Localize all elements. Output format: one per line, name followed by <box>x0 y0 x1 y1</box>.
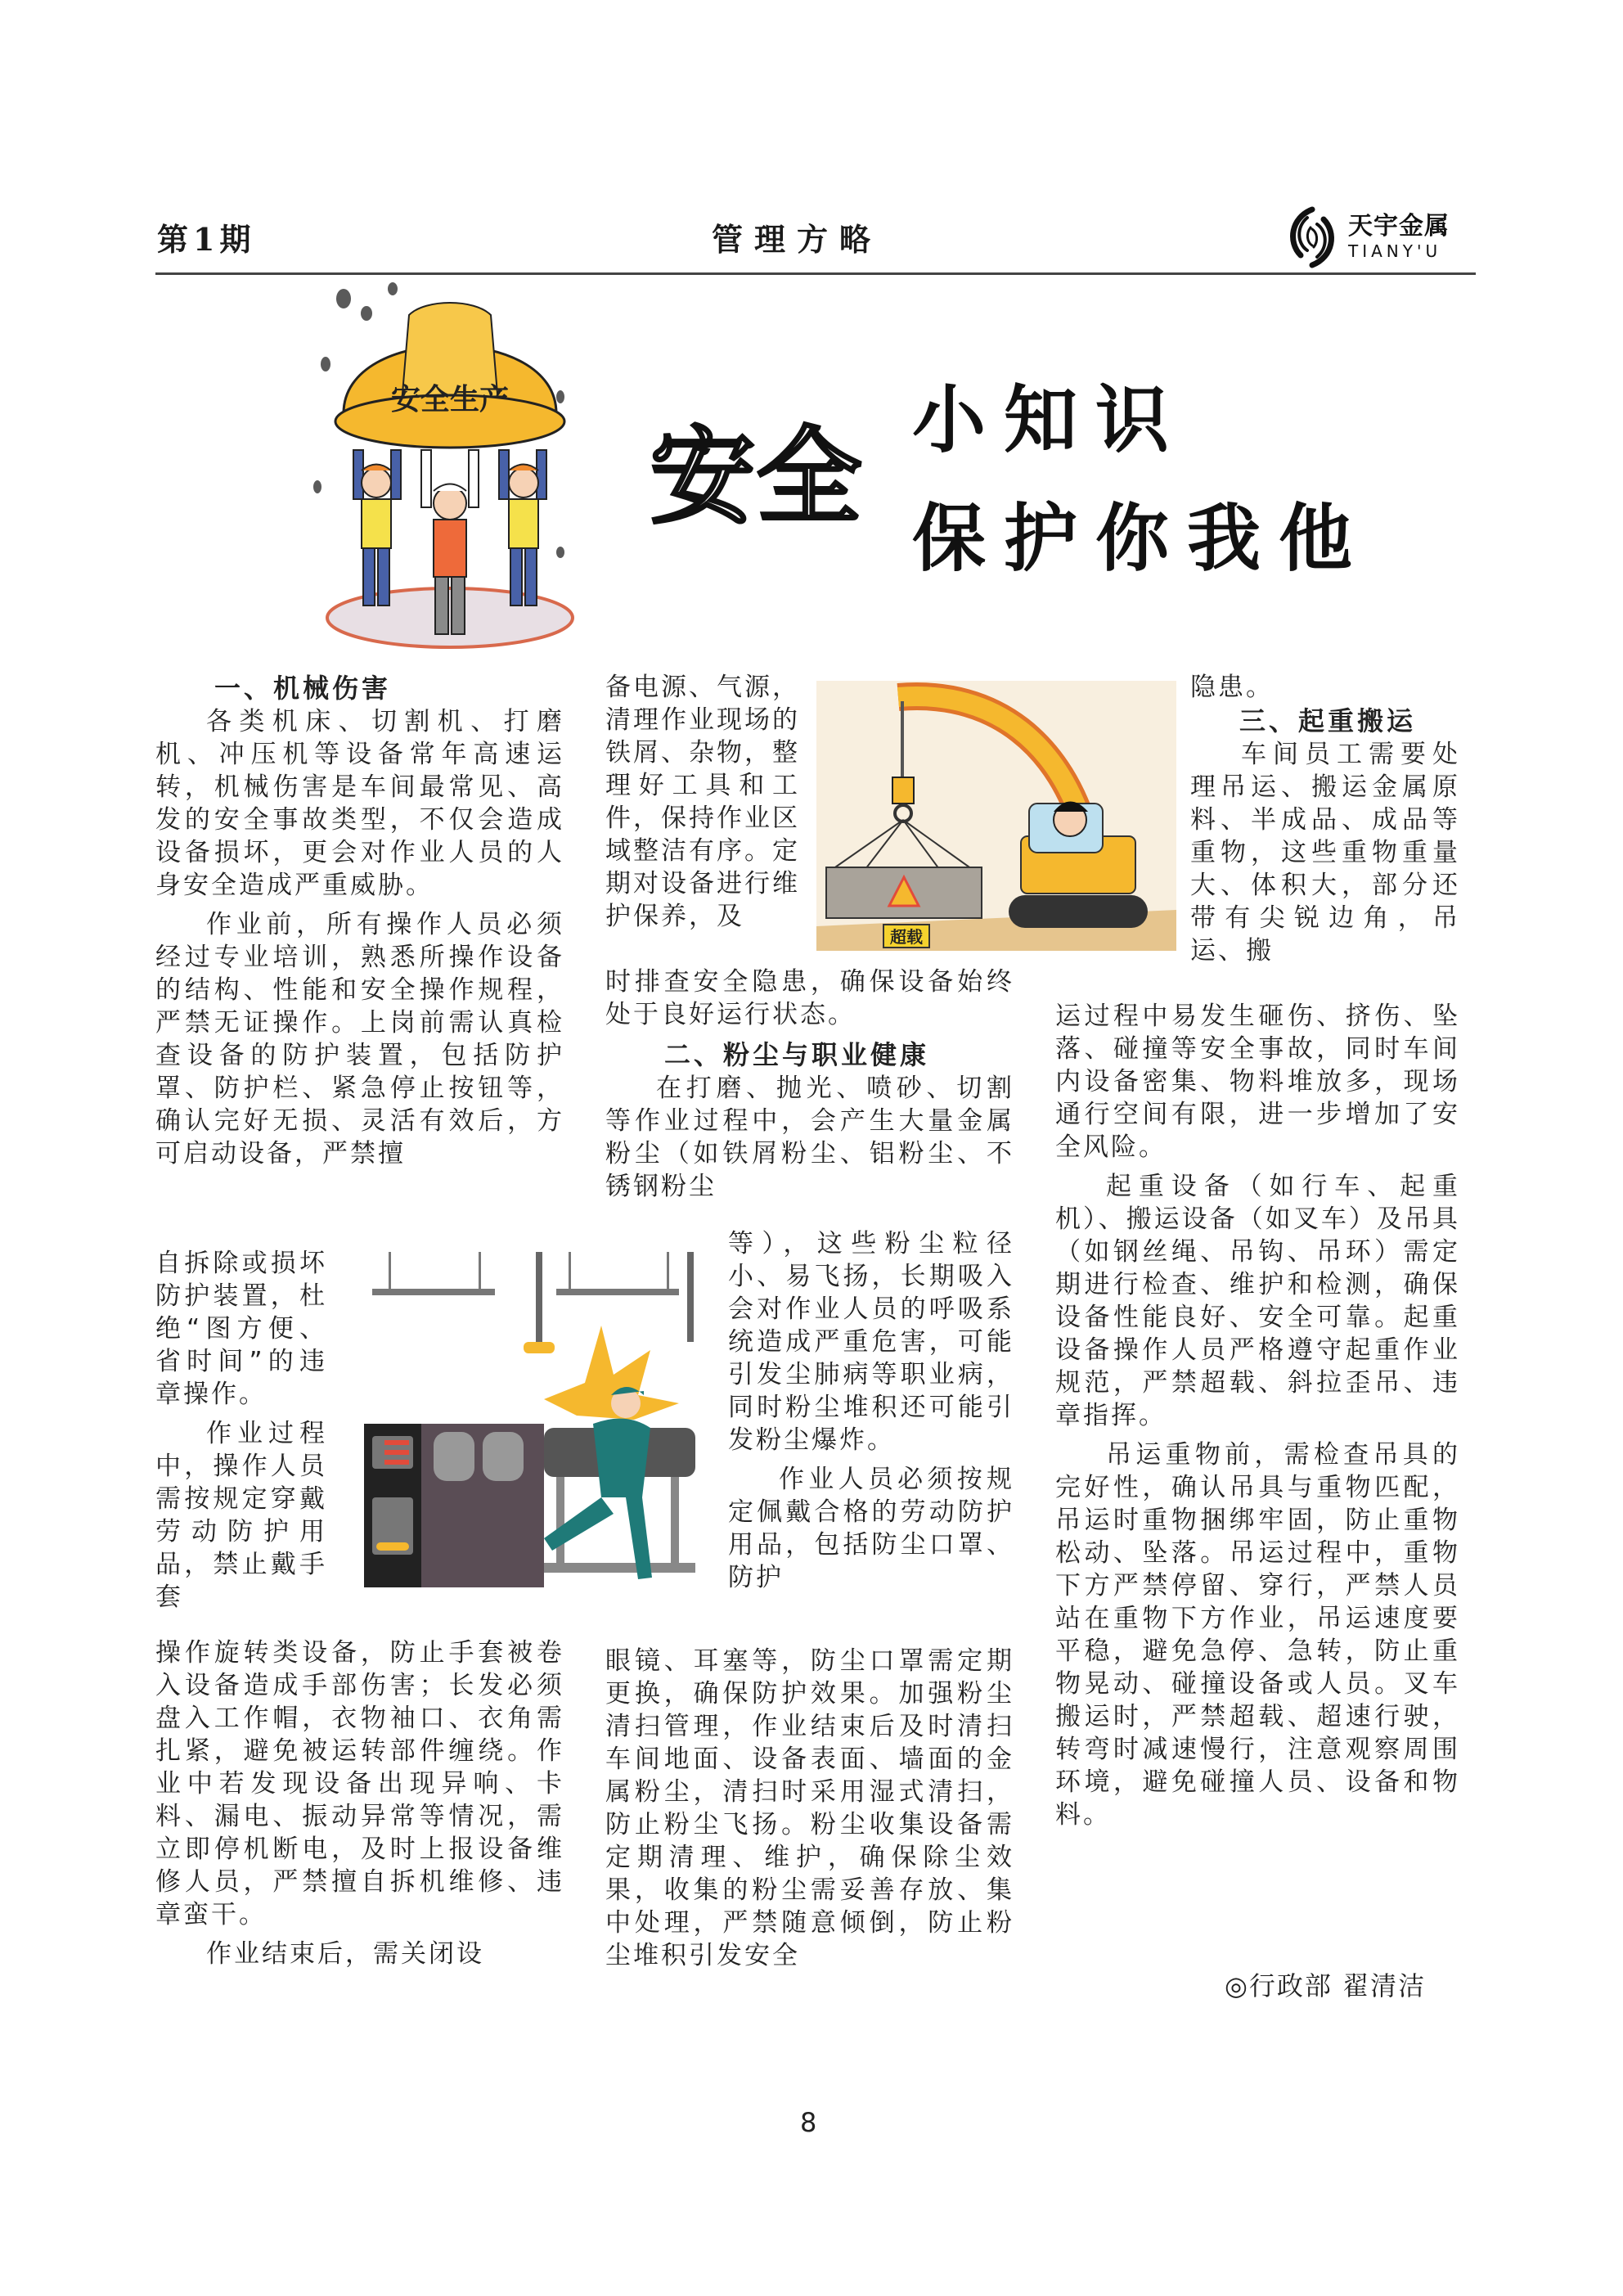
paragraph: 吊运重物前，需检查吊具的完好性，确认吊具与重物匹配，吊运时重物捆绑牢固，防止重物松动、坠落。吊运过程中，重物下方严禁停留、穿行，严禁人员站在重物下方作业，吊运速度要平稳，避免急停、急转，防止重物晃动、碰撞设备或人员。叉车搬运时，严禁超载、超速行驶，转弯时减速慢行，注意观察周围环境，避免碰撞人员、设备和物料。 <box>1055 1440 1460 1830</box>
paragraph: 备电源、气源，清理作业现场的铁屑、杂物，整理好工具和工件，保持作业区域整洁有序。定期对设备进行维护保养，及 <box>605 673 800 931</box>
section-title: 管理方略 <box>712 221 883 258</box>
hero-title-line2: 保护你我他 <box>912 495 1370 582</box>
issue-number: 第1期 <box>157 221 256 258</box>
overload-sign-label: 超载 <box>890 927 923 947</box>
paragraph: 作业过程中，操作人员需按规定穿戴劳动防护用品，禁止戴手套 <box>155 1419 327 1612</box>
paragraph: 等），这些粉尘粒径小、易飞扬，长期吸入会对作业人员的呼吸系统造成严重危害，可能引发尘肺病等职业病，同时粉尘堆积还可能引发粉尘爆炸。 <box>728 1229 1014 1455</box>
paragraph: 在打磨、抛光、喷砂、切割等作业过程中，会产生大量金属粉尘（如铁屑粉尘、铝粉尘、不锈钢粉尘 <box>605 1074 1014 1201</box>
paragraph: 隐患。 <box>1190 673 1274 702</box>
section-dust-health <box>605 966 1014 1203</box>
paragraph: 眼镜、耳塞等，防尘口罩需定期更换，确保防护效果。加强粉尘清扫管理，作业结束后及时清扫车间地面、设备表面、墙面的金属粉尘，清扫时采用湿式清扫，防止粉尘飞扬。粉尘收集设备需定期清理、维护，确保除尘效果，收集的粉尘需妥善存放、集中处理，严禁随意倾倒，防止粉尘堆积引发安全 <box>605 1646 1014 1970</box>
section-heading: 一、机械伤害 <box>214 673 392 704</box>
section-heading: 三、起重搬运 <box>1239 705 1417 736</box>
hero-title-line1: 小知识 <box>912 376 1187 463</box>
section-mechanical-injury-cont <box>155 1636 564 1970</box>
section-lifting-cont <box>1055 1000 1460 1831</box>
overloaded-crane-illustration <box>816 681 1176 951</box>
paragraph: 作业结束后，需关闭设 <box>206 1939 484 1969</box>
paragraph: 作业人员必须按规定佩戴合格的劳动防护用品，包括防尘口罩、防护 <box>728 1465 1014 1592</box>
swirl-logo-icon <box>1283 205 1342 270</box>
author-byline: ◎行政部 翟清洁 <box>1225 1970 1427 2001</box>
paragraph: 作业前，所有操作人员必须经过专业培训，熟悉所操作设备的结构、性能和安全操作规程，严禁无证操作。上岗前需认真检查设备的防护装置，包括防护罩、防护栏、紧急停止按钮等，确认完好无损、灵活有效后，方可启动设备，严禁擅 <box>155 910 564 1168</box>
paragraph: 起重设备（如行车、起重机）、搬运设备（如叉车）及吊具（如钢丝绳、吊钩、吊环）需定期进行检查、维护和检测，确保设备性能良好、安全可靠。起重设备操作人员严格遵守起重作业规范，严禁超载、斜拉歪吊、违章指挥。 <box>1055 1172 1460 1430</box>
worker-hit-by-machine-illustration <box>356 1252 699 1604</box>
paragraph: 操作旋转类设备，防止手套被卷入设备造成手部伤害；长发必须盘入工作帽，衣物袖口、衣角需扎紧，避免被运转部件缠绕。作业中若发现设备出现异响、卡料、漏电、振动异常等情况，需立即停机断电，及时上报设备维修人员，严禁擅自拆机维修、违章蛮干。 <box>155 1638 564 1929</box>
paragraph: 运过程中易发生砸伤、挤伤、坠落、碰撞等安全事故，同时车间内设备密集、物料堆放多，现场通行空间有限，进一步增加了安全风险。 <box>1055 1002 1460 1162</box>
wrapped-text-right-of-machine <box>728 1227 1014 1594</box>
helmet-label: 安全生产 <box>390 383 510 416</box>
page-number: 8 <box>800 2107 817 2138</box>
logo-chinese-name: 天宇金属 <box>1348 212 1450 241</box>
company-logo <box>1283 203 1479 272</box>
workers-lifting-helmet-illustration <box>311 274 589 651</box>
section-dust-health-cont <box>605 1645 1014 1972</box>
hero-title-main: 安全 <box>650 416 864 538</box>
paragraph: 自拆除或损坏防护装置，杜绝“图方便、省时间”的违章操作。 <box>155 1249 327 1409</box>
section-mechanical-injury <box>155 671 564 1170</box>
section-lifting <box>1190 671 1460 967</box>
wrapped-text-left-of-crane <box>605 671 800 933</box>
paragraph: 时排查安全隐患，确保设备始终处于良好运行状态。 <box>605 967 1014 1029</box>
paragraph: 各类机床、切割机、打磨机、冲压机等设备常年高速运转，机械伤害是车间最常见、高发的安全事故类型，不仅会造成设备损坏，更会对作业人员的人身安全造成严重威胁。 <box>155 707 564 900</box>
paragraph: 车间员工需要处理吊运、搬运金属原料、半成品、成品等重物，这些重物重量大、体积大，部分还带有尖锐边角，吊运、搬 <box>1190 740 1460 966</box>
wrapped-text-left-of-image <box>155 1247 327 1614</box>
logo-english-name: TIANY'U <box>1348 241 1442 261</box>
section-heading: 二、粉尘与职业健康 <box>664 1039 930 1070</box>
